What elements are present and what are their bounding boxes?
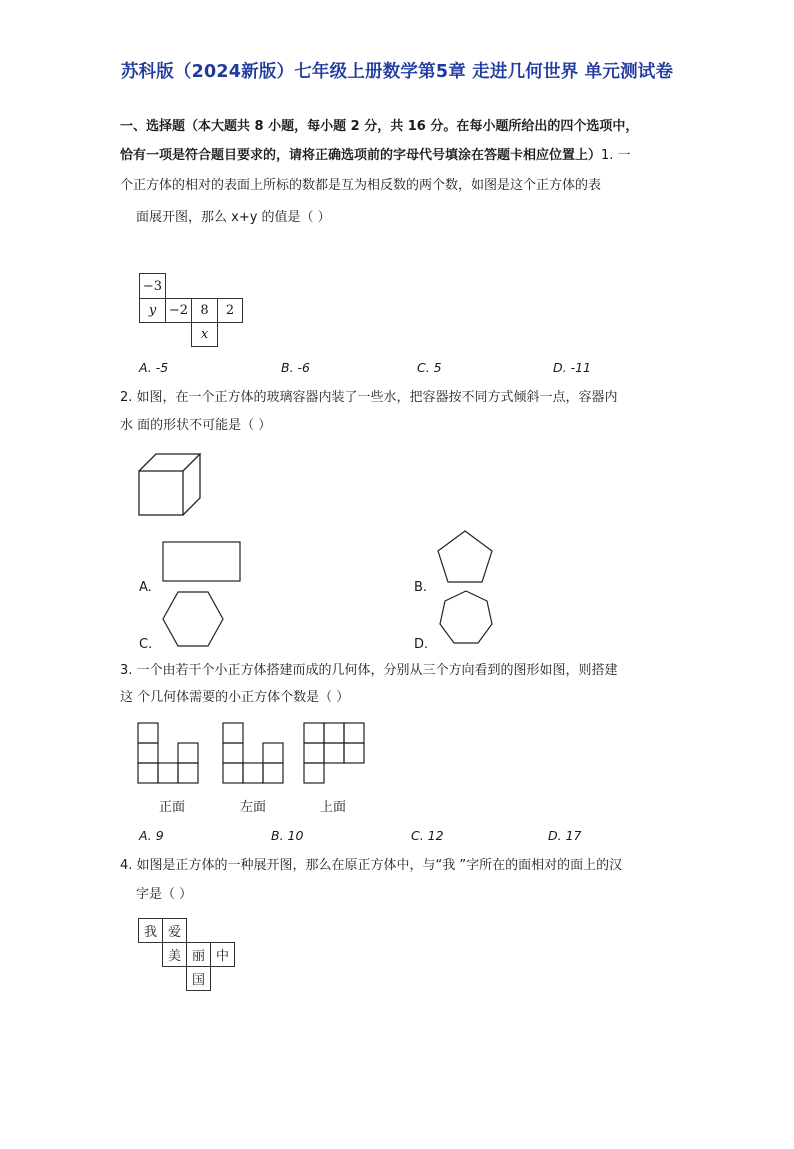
q2-option-c-label: C. bbox=[139, 637, 153, 652]
q2-option-b-pentagon[interactable] bbox=[433, 528, 497, 588]
section-header-bold-text: 恰有一项是符合题目要求的，请将正确选项前的字母代号填涂在答题卡相应位置上） bbox=[120, 148, 602, 163]
q2-option-b-label: B. bbox=[414, 580, 428, 592]
net-cell-minus-2: −2 bbox=[165, 298, 192, 323]
q3-option-d[interactable]: D. 17 bbox=[548, 828, 582, 843]
q3-top-view-label: 上面 bbox=[320, 800, 347, 815]
q1-option-a[interactable]: A. -5 bbox=[139, 360, 169, 375]
q1-option-c[interactable]: C. 5 bbox=[417, 360, 442, 375]
net-cell-2: 2 bbox=[217, 298, 243, 323]
net-cell-8: 8 bbox=[191, 298, 218, 323]
question-1-text-line-1: 个正方体的相对的表面上所标的数都是互为相反数的两个数，如图是这个正方体的表 bbox=[120, 178, 602, 193]
question-3-text-line-2: 这 个几何体需要的小正方体个数是（ ） bbox=[120, 690, 350, 705]
q3-front-view-label: 正面 bbox=[159, 800, 186, 815]
q3-top-view bbox=[303, 721, 367, 785]
net-char-guo: 国 bbox=[186, 966, 211, 991]
q3-front-view bbox=[137, 721, 201, 785]
net-char-wo: 我 bbox=[138, 918, 163, 943]
net-char-ai: 爱 bbox=[162, 918, 187, 943]
net-cell-x: x bbox=[191, 322, 218, 347]
question-2-cube-figure bbox=[136, 452, 206, 518]
section-header-line-2 bbox=[120, 148, 631, 164]
q1-option-b[interactable]: B. -6 bbox=[281, 360, 310, 375]
net-char-zhong: 中 bbox=[210, 942, 235, 967]
page-title: 苏科版（2024新版）七年级上册数学第5章 走进几何世界 单元测试卷 bbox=[120, 62, 674, 82]
question-4-text-line-2: 字是（ ） bbox=[136, 887, 193, 902]
q2-option-a-label: A. bbox=[139, 580, 152, 592]
question-4-text-line-1: 4. 如图是正方体的一种展开图，那么在原正方体中，与“我 ”字所在的面相对的面上的汉 bbox=[120, 858, 623, 873]
q3-left-view-label: 左面 bbox=[240, 800, 267, 815]
q3-left-view bbox=[222, 721, 286, 785]
q2-option-d-heptagon[interactable] bbox=[436, 588, 496, 648]
section-header-line-1: 一、选择题（本大题共 8 小题，每小题 2 分，共 16 分。在每小题所给出的四个选项中， bbox=[120, 119, 639, 134]
question-3-text-line-1: 3. 一个由若干个小正方体搭建而成的几何体，分别从三个方向看到的图形如图，则搭建 bbox=[120, 663, 618, 678]
question-1-number: 1. 一 bbox=[601, 148, 631, 163]
q3-option-a[interactable]: A. 9 bbox=[139, 828, 164, 843]
q2-option-d-label: D. bbox=[414, 637, 429, 652]
net-char-li: 丽 bbox=[186, 942, 211, 967]
q3-option-b[interactable]: B. 10 bbox=[271, 828, 304, 843]
net-char-mei: 美 bbox=[162, 942, 187, 967]
question-2-text-line-2: 水 面的形状不可能是（ ） bbox=[120, 418, 272, 433]
q1-option-d[interactable]: D. -11 bbox=[553, 360, 591, 375]
q2-option-a-rectangle[interactable] bbox=[160, 539, 244, 585]
net-cell-top: −3 bbox=[139, 273, 166, 299]
question-2-text-line-1: 2. 如图，在一个正方体的玻璃容器内装了一些水，把容器按不同方式倾斜一点，容器内 bbox=[120, 390, 618, 405]
q3-option-c[interactable]: C. 12 bbox=[411, 828, 444, 843]
q2-option-c-hexagon[interactable] bbox=[160, 590, 226, 648]
net-cell-y: y bbox=[139, 298, 166, 323]
question-1-text-line-2: 面展开图，那么 x+y 的值是（ ） bbox=[136, 210, 331, 225]
